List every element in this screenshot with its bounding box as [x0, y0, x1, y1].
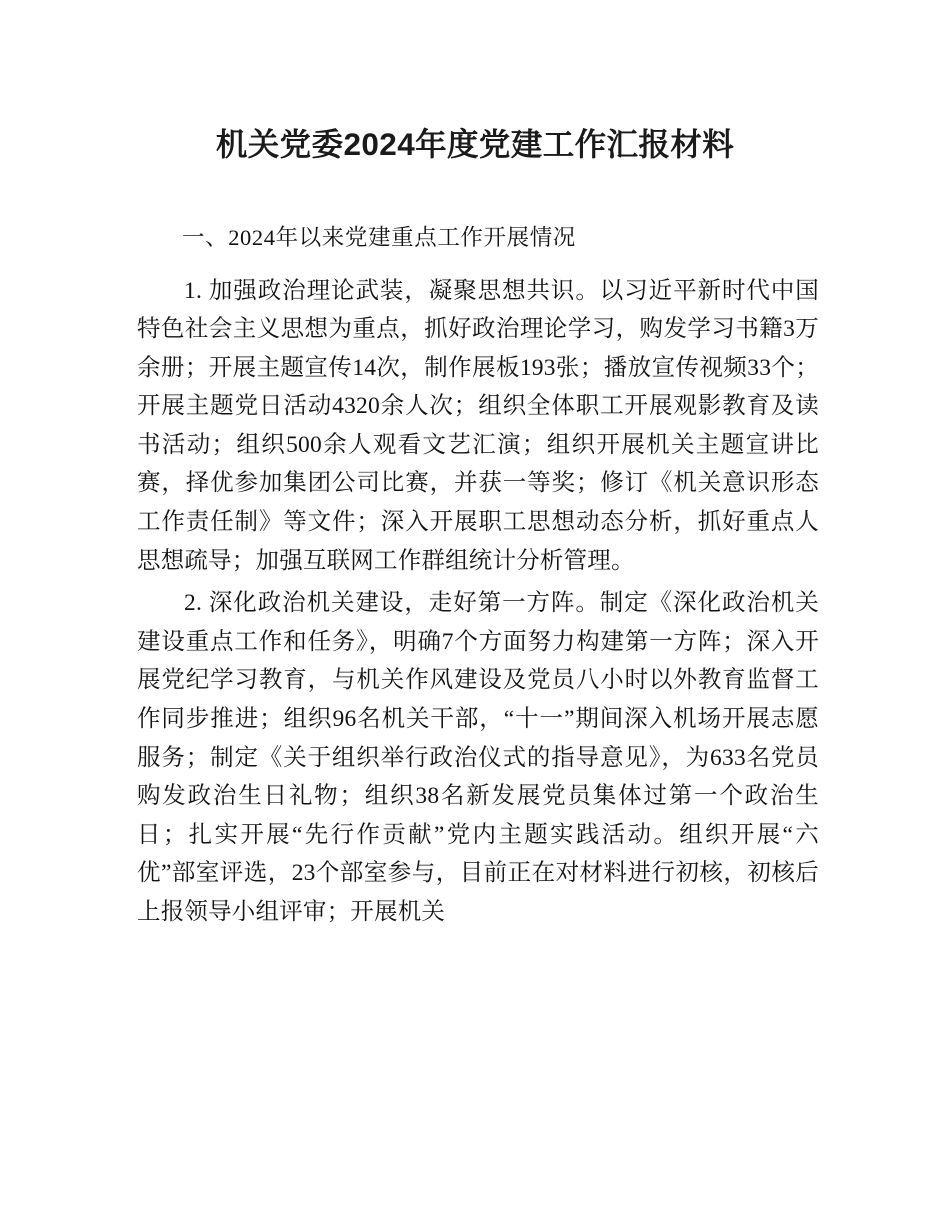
- section-heading-one: 一、2024年以来党建重点工作开展情况: [182, 225, 576, 250]
- body-paragraph-2: 2. 深化政治机关建设，走好第一方阵。制定《深化政治机关建设重点工作和任务》，明确7个方面努力构建第一方阵；深入开展党纪学习教育，与机关作风建设及党员八小时以外教育监督工作同步推进；组织96名机关干部，“十一”期间深入机场开展志愿服务；制定《关于组织举行政治仪式的指导意见》，为633名党员购发政治生日礼物；组织38名新发展党员集体过第一个政治生日；扎实开展“先行作贡献”党内主题实践活动。组织开展“六优”部室评选，23个部室参与，目前正在对材料进行初核，初核后上报领导小组评审；开展机关: [137, 590, 819, 925]
- document-body: [137, 219, 819, 932]
- body-paragraph-1: 1. 加强政治理论武装，凝聚思想共识。以习近平新时代中国特色社会主义思想为重点，抓好政治理论学习，购发学习书籍3万余册；开展主题宣传14次，制作展板193张；播放宣传视频33个；开展主题党日活动4320余人次；组织全体职工开展观影教育及读书活动；组织500余人观看文艺汇演；组织开展机关主题宣讲比赛，择优参加集团公司比赛，并获一等奖；修订《机关意识形态工作责任制》等文件；深入开展职工思想动态分析，抓好重点人思想疏导；加强互联网工作群组统计分析管理。: [137, 277, 819, 574]
- document-title: 机关党委2024年度党建工作汇报材料: [215, 126, 735, 163]
